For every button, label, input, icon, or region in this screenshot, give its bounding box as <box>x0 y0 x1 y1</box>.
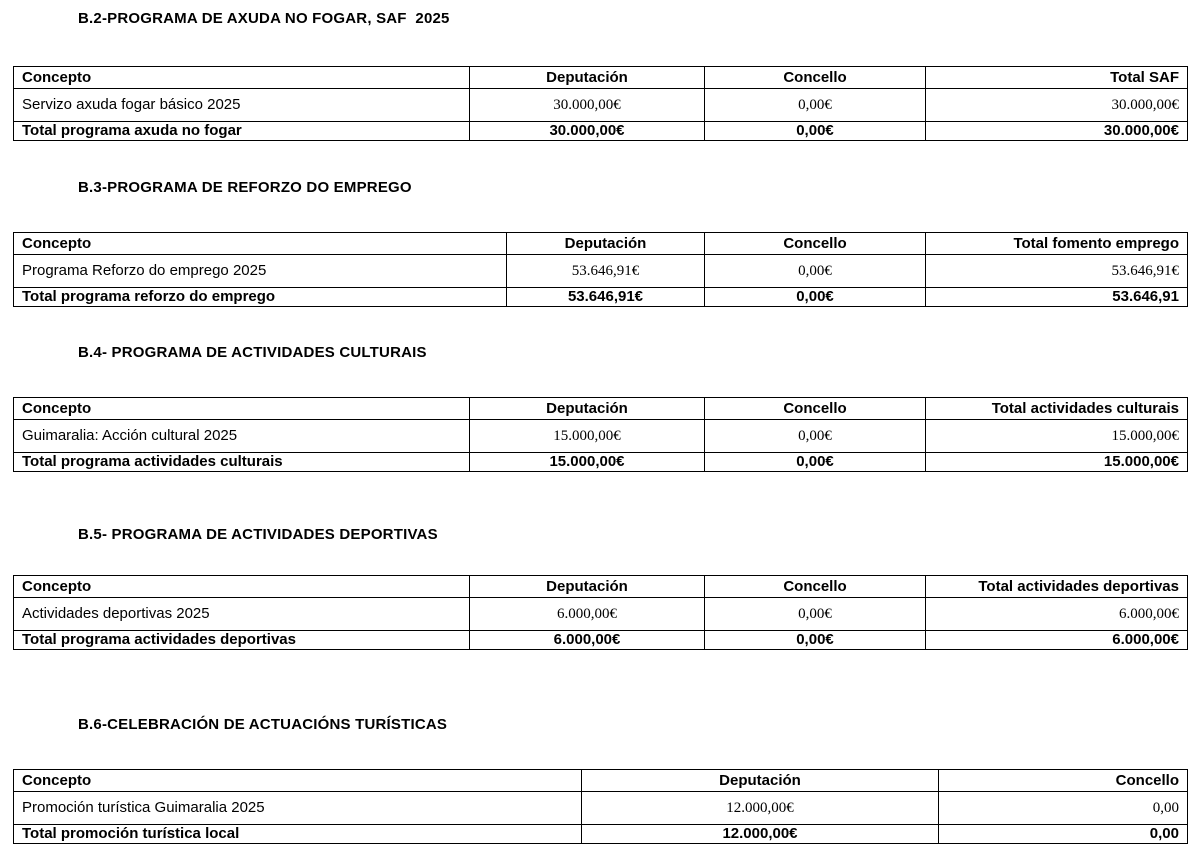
table-header-row <box>14 233 1188 255</box>
row-concello: 0,00€ <box>705 89 926 122</box>
row-concello: 0,00 <box>939 792 1188 825</box>
header-concepto: Concepto <box>14 398 470 420</box>
header-total: Total fomento emprego <box>926 233 1188 255</box>
total-concepto: Total programa actividades culturais <box>14 453 470 472</box>
row-concello: 0,00€ <box>705 598 926 631</box>
section-heading-b4: B.4- PROGRAMA DE ACTIVIDADES CULTURAIS <box>78 344 427 361</box>
row-total: 30.000,00€ <box>926 89 1188 122</box>
total-concello: 0,00€ <box>705 288 926 307</box>
row-concepto: Programa Reforzo do emprego 2025 <box>14 255 507 288</box>
table-header-row <box>14 770 1188 792</box>
row-concepto: Promoción turística Guimaralia 2025 <box>14 792 582 825</box>
table-header-row <box>14 576 1188 598</box>
header-concello: Concello <box>705 398 926 420</box>
budget-table-b2 <box>13 66 1188 141</box>
row-deputacion: 53.646,91€ <box>507 255 705 288</box>
header-deputacion: Deputación <box>507 233 705 255</box>
total-total: 30.000,00€ <box>926 122 1188 141</box>
budget-table-b5 <box>13 575 1188 650</box>
header-concello: Concello <box>705 233 926 255</box>
total-total: 53.646,91 <box>926 288 1188 307</box>
total-deputacion: 12.000,00€ <box>582 825 939 844</box>
header-total: Total actividades culturais <box>926 398 1188 420</box>
header-deputacion: Deputación <box>470 398 705 420</box>
total-concello: 0,00€ <box>705 122 926 141</box>
header-deputacion: Deputación <box>582 770 939 792</box>
header-concepto: Concepto <box>14 576 470 598</box>
table-row <box>14 420 1188 453</box>
total-deputacion: 15.000,00€ <box>470 453 705 472</box>
table-total-row <box>14 122 1188 141</box>
section-heading-b5: B.5- PROGRAMA DE ACTIVIDADES DEPORTIVAS <box>78 526 438 543</box>
header-concello: Concello <box>705 67 926 89</box>
table-header-row <box>14 398 1188 420</box>
header-concepto: Concepto <box>14 67 470 89</box>
header-concello: Concello <box>939 770 1188 792</box>
section-heading-b3: B.3-PROGRAMA DE REFORZO DO EMPREGO <box>78 179 412 196</box>
row-deputacion: 12.000,00€ <box>582 792 939 825</box>
row-total: 15.000,00€ <box>926 420 1188 453</box>
header-concello: Concello <box>705 576 926 598</box>
table-total-row <box>14 631 1188 650</box>
total-deputacion: 53.646,91€ <box>507 288 705 307</box>
total-deputacion: 6.000,00€ <box>470 631 705 650</box>
table-row <box>14 598 1188 631</box>
row-concello: 0,00€ <box>705 255 926 288</box>
budget-table-b3 <box>13 232 1188 307</box>
header-concepto: Concepto <box>14 770 582 792</box>
total-concello: 0,00€ <box>705 453 926 472</box>
total-total: 6.000,00€ <box>926 631 1188 650</box>
table-header-row <box>14 67 1188 89</box>
total-deputacion: 30.000,00€ <box>470 122 705 141</box>
section-heading-b2: B.2-PROGRAMA DE AXUDA NO FOGAR, SAF 2025 <box>78 10 450 27</box>
row-total: 53.646,91€ <box>926 255 1188 288</box>
total-concepto: Total programa actividades deportivas <box>14 631 470 650</box>
row-concepto: Guimaralia: Acción cultural 2025 <box>14 420 470 453</box>
total-concello: 0,00 <box>939 825 1188 844</box>
total-concepto: Total programa axuda no fogar <box>14 122 470 141</box>
table-row <box>14 89 1188 122</box>
row-deputacion: 6.000,00€ <box>470 598 705 631</box>
table-row <box>14 255 1188 288</box>
table-row <box>14 792 1188 825</box>
row-concepto: Servizo axuda fogar básico 2025 <box>14 89 470 122</box>
row-concello: 0,00€ <box>705 420 926 453</box>
header-deputacion: Deputación <box>470 67 705 89</box>
total-concepto: Total promoción turística local <box>14 825 582 844</box>
header-total: Total SAF <box>926 67 1188 89</box>
header-concepto: Concepto <box>14 233 507 255</box>
row-concepto: Actividades deportivas 2025 <box>14 598 470 631</box>
total-total: 15.000,00€ <box>926 453 1188 472</box>
section-heading-b6: B.6-CELEBRACIÓN DE ACTUACIÓNS TURÍSTICAS <box>78 716 448 733</box>
table-total-row <box>14 825 1188 844</box>
row-deputacion: 15.000,00€ <box>470 420 705 453</box>
header-total: Total actividades deportivas <box>926 576 1188 598</box>
table-total-row <box>14 288 1188 307</box>
total-concepto: Total programa reforzo do emprego <box>14 288 507 307</box>
header-deputacion: Deputación <box>470 576 705 598</box>
budget-table-b6 <box>13 769 1188 844</box>
table-total-row <box>14 453 1188 472</box>
total-concello: 0,00€ <box>705 631 926 650</box>
budget-table-b4 <box>13 397 1188 472</box>
row-total: 6.000,00€ <box>926 598 1188 631</box>
row-deputacion: 30.000,00€ <box>470 89 705 122</box>
